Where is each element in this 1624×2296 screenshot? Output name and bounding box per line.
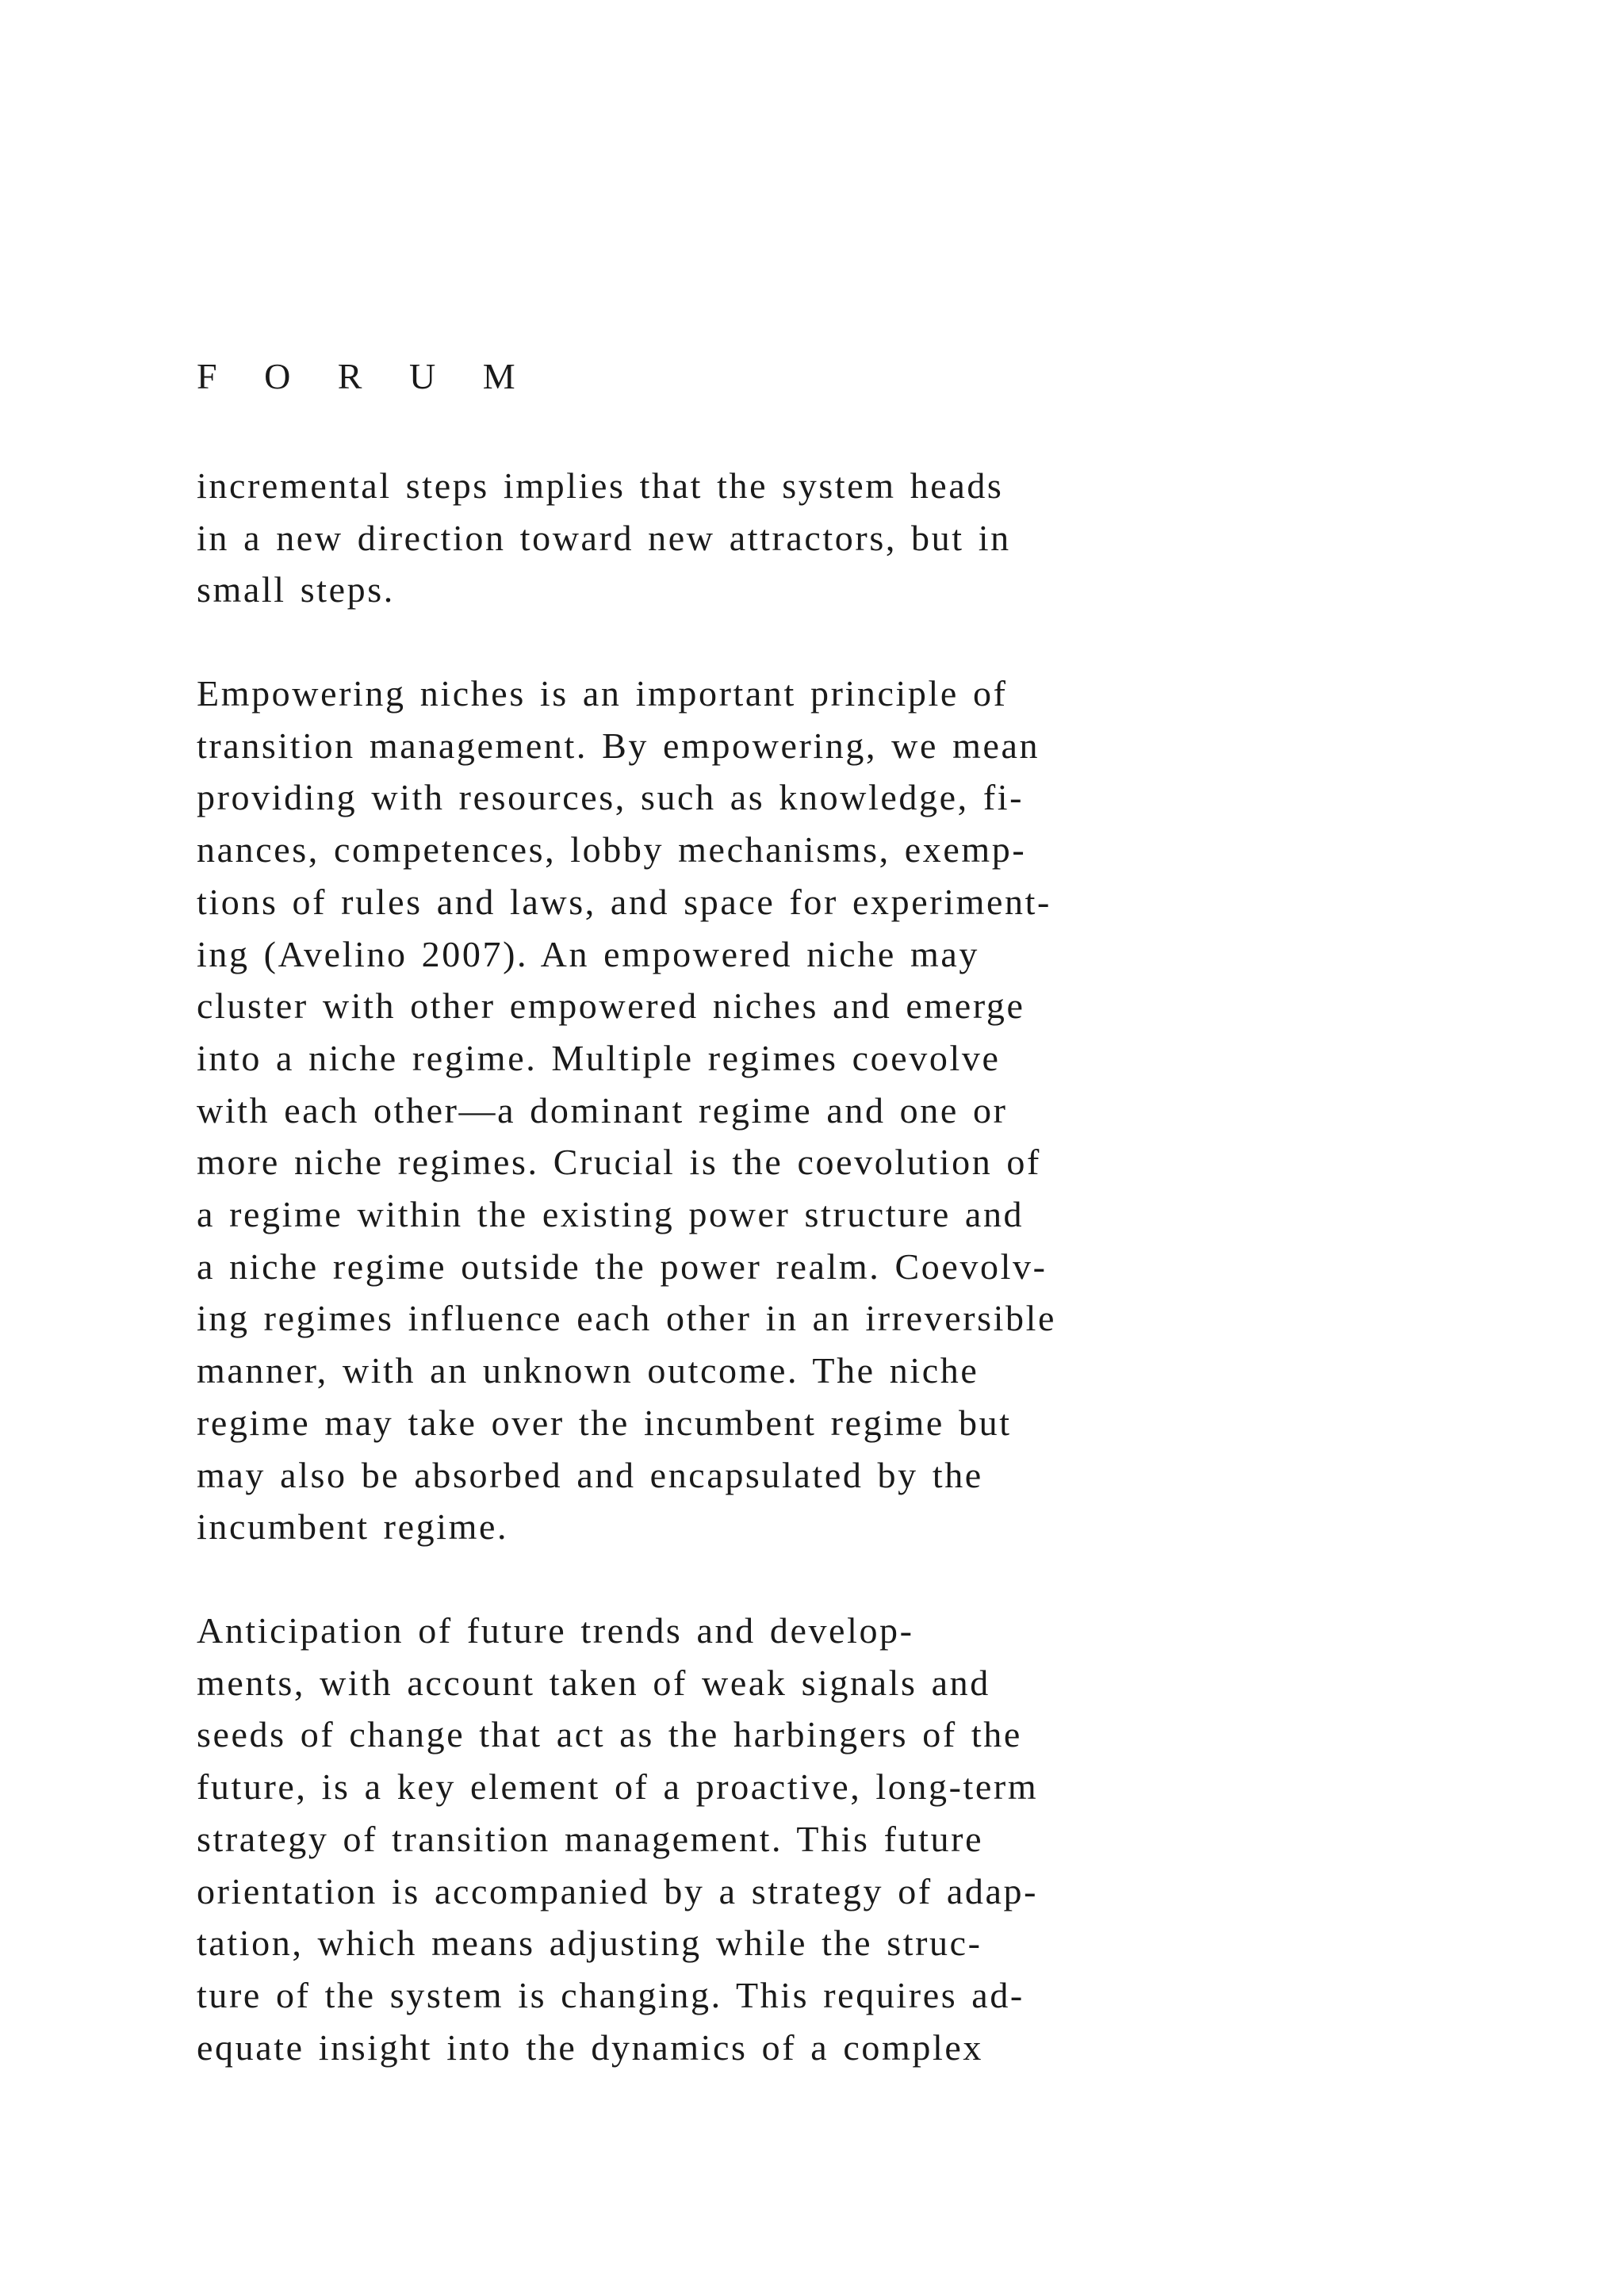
paragraph-3 bbox=[197, 1605, 1434, 2073]
paragraph-line: seeds of change that act as the harbingers of the bbox=[197, 1714, 1022, 1755]
paragraph-line: a niche regime outside the power realm. Coevolv- bbox=[197, 1246, 1048, 1287]
paragraph-1 bbox=[197, 460, 1434, 616]
paragraph-line: equate insight into the dynamics of a complex bbox=[197, 2026, 983, 2068]
paragraph-line: cluster with other empowered niches and emerge bbox=[197, 985, 1025, 1027]
paragraph-line: tation, which means adjusting while the struc- bbox=[197, 1923, 982, 1964]
paragraph-line: orientation is accompanied by a strategy of adap- bbox=[197, 1870, 1039, 1911]
paragraph-line: with each other—a dominant regime and one or bbox=[197, 1089, 1008, 1131]
paragraph-line: a regime within the existing power structure and bbox=[197, 1194, 1025, 1235]
paragraph-line: tions of rules and laws, and space for experiment- bbox=[197, 881, 1051, 922]
paragraph-line: strategy of transition management. This future bbox=[197, 1818, 984, 1859]
paragraph-line: manner, with an unknown outcome. The niche bbox=[197, 1350, 979, 1391]
paragraph-line: regime may take over the incumbent regime but bbox=[197, 1402, 1012, 1443]
paragraph-line: transition management. By empowering, we mean bbox=[197, 725, 1040, 766]
paragraph-line: ments, with account taken of weak signals and bbox=[197, 1662, 990, 1703]
paragraph-line: more niche regimes. Crucial is the coevolution of bbox=[197, 1142, 1041, 1183]
paragraph-line: small steps. bbox=[197, 569, 395, 610]
paragraph-line: ture of the system is changing. This requires ad- bbox=[197, 1974, 1025, 2015]
section-heading: F O R U M bbox=[197, 356, 533, 396]
paragraph-line: future, is a key element of a proactive, long-term bbox=[197, 1766, 1039, 1808]
paragraph-line: incremental steps implies that the system heads bbox=[197, 465, 1004, 506]
paragraph-line: incumbent regime. bbox=[197, 1506, 509, 1548]
paragraph-line: Empowering niches is an important principle of bbox=[197, 673, 1008, 714]
paragraph-line: ing (Avelino 2007). An empowered niche may bbox=[197, 933, 979, 974]
paragraph-line: in a new direction toward new attractors, but in bbox=[197, 517, 1011, 558]
paragraph-line: ing regimes influence each other in an irreversible bbox=[197, 1298, 1057, 1339]
paragraph-line: nances, competences, lobby mechanisms, exemp- bbox=[197, 829, 1027, 871]
paragraph-line: into a niche regime. Multiple regimes coevolve bbox=[197, 1037, 1001, 1078]
paragraph-line: providing with resources, such as knowledge, fi- bbox=[197, 777, 1025, 818]
paragraph-line: Anticipation of future trends and develop- bbox=[197, 1610, 914, 1651]
paragraph-2 bbox=[197, 668, 1434, 1553]
paragraph-line: may also be absorbed and encapsulated by the bbox=[197, 1454, 983, 1495]
